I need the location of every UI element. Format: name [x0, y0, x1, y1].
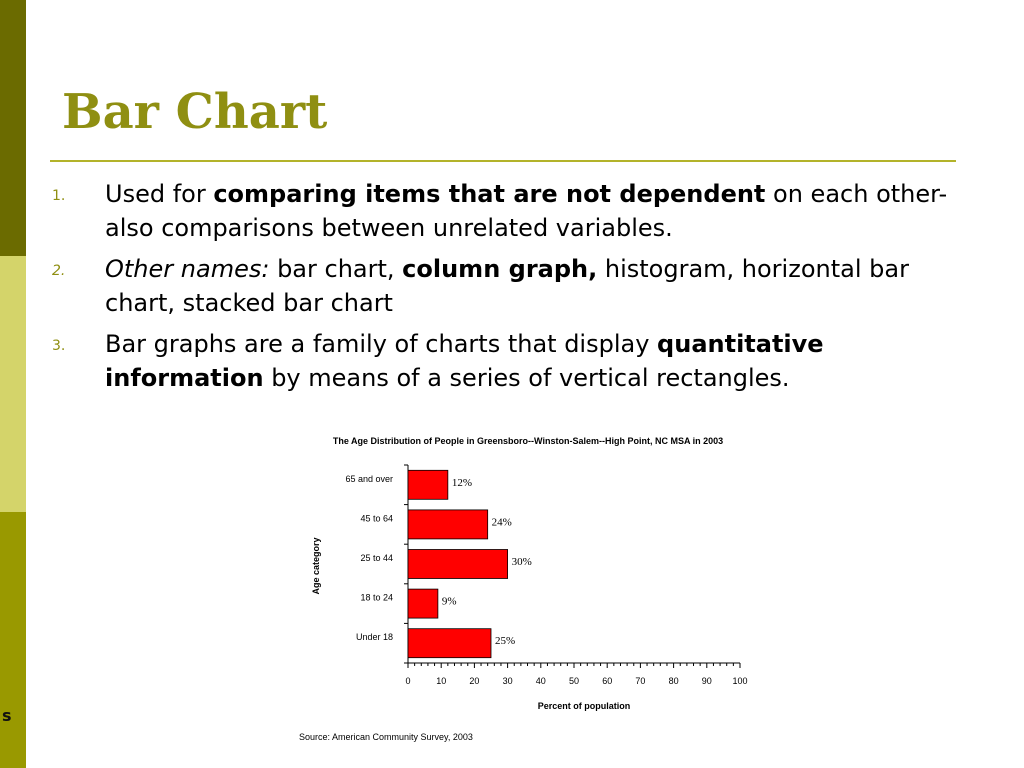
x-tick-label: 60	[602, 676, 613, 686]
data-label: 9%	[441, 595, 457, 608]
bullet-item-1	[52, 177, 962, 245]
bar	[408, 510, 488, 539]
x-tick-label: 10	[436, 676, 447, 686]
bullet-number: 3.	[52, 338, 66, 354]
x-tick-label: 50	[568, 676, 580, 686]
bullet-italic-text: Other names:	[105, 255, 270, 283]
bar	[408, 470, 448, 499]
category-label: Under 18	[355, 632, 393, 643]
bar-chart	[290, 430, 770, 750]
data-label: 30%	[511, 556, 532, 568]
title-underline	[50, 160, 956, 162]
bullet-bold-text: comparing items that are not dependent	[213, 180, 766, 208]
bullet-text: Used for	[105, 180, 214, 208]
x-tick-label: 0	[405, 676, 411, 686]
x-tick-label: 20	[469, 676, 480, 686]
data-label: 25%	[495, 635, 516, 648]
bullet-text: on each other-also comparisons between unrelated variables.	[105, 180, 948, 242]
bullet-text: by means of a series of vertical rectangles.	[263, 364, 790, 392]
y-axis-label: Age category	[311, 537, 321, 595]
bullet-number: 1.	[52, 188, 66, 204]
bullet-text: histogram, horizontal bar chart, stacked bar chart	[105, 255, 909, 317]
slide-title: Bar Chart	[62, 84, 328, 140]
bullet-number: 2.	[52, 263, 66, 279]
category-label: 25 to 44	[360, 553, 393, 563]
chart-source: Source: American Community Survey, 2003	[299, 732, 473, 742]
x-tick-label: 30	[502, 676, 513, 686]
bullet-bold-text: quantitative information	[105, 330, 824, 392]
bar	[408, 589, 438, 618]
data-label: 12%	[451, 476, 473, 489]
bullet-text: Bar graphs are a family of charts that display	[105, 330, 658, 358]
bar-chart-svg	[290, 430, 770, 750]
category-label: 45 to 64	[360, 513, 393, 524]
category-label: 18 to 24	[360, 592, 393, 603]
sidebar-band-light	[0, 256, 26, 512]
bullet-bold-text: column graph,	[402, 255, 598, 283]
bullet-text: bar chart,	[269, 255, 403, 283]
x-tick-label: 100	[732, 676, 748, 686]
bullet-item-3	[52, 327, 962, 395]
sidebar-band-dark	[0, 0, 26, 256]
bullet-item-2	[52, 252, 962, 320]
data-label: 24%	[491, 516, 512, 529]
plot-area	[345, 465, 747, 686]
bullet-list	[52, 177, 962, 402]
x-tick-label: 40	[535, 676, 546, 686]
x-tick-label: 70	[635, 676, 646, 686]
chart-title: The Age Distribution of People in Greensboro--Winston-Salem--High Point, NC MSA in 2003	[332, 436, 724, 446]
sidebar-decoration	[0, 0, 26, 768]
category-label: 65 and over	[345, 473, 393, 484]
sidebar-band-mid	[0, 512, 26, 768]
bar	[408, 629, 491, 658]
x-tick-label: 90	[701, 676, 712, 686]
x-axis-label: Percent of population	[537, 701, 631, 711]
sidebar-letter: s	[2, 706, 12, 725]
bar	[408, 550, 508, 579]
x-tick-label: 80	[668, 676, 679, 686]
